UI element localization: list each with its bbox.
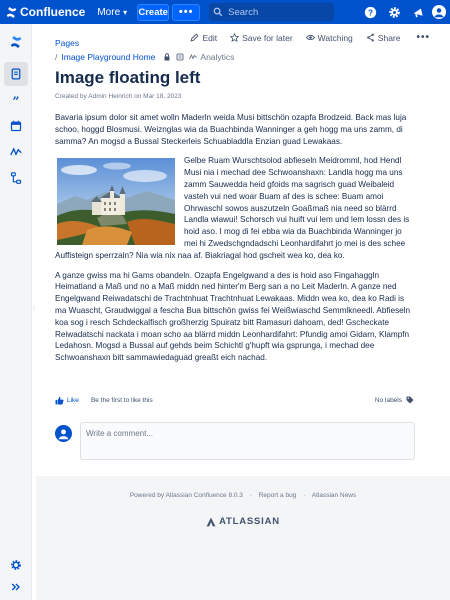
save-for-later-button[interactable]: [230, 33, 293, 43]
like-label: Like: [67, 396, 79, 404]
main-content: [36, 24, 450, 600]
create-more-button[interactable]: •••: [172, 4, 200, 21]
comment-avatar: [55, 425, 72, 442]
analytics-link[interactable]: [189, 52, 234, 62]
help-button[interactable]: [358, 0, 382, 24]
comment-area: [55, 422, 415, 462]
create-button[interactable]: Create: [137, 4, 169, 21]
quote-icon: [10, 94, 22, 106]
like-button[interactable]: [55, 396, 79, 405]
watching-button[interactable]: [306, 33, 353, 43]
save-for-later-label: Save for later: [242, 32, 293, 43]
page-body: [55, 112, 416, 372]
share-button[interactable]: [366, 33, 401, 43]
megaphone-icon: [412, 6, 425, 19]
labels-label: No labels: [374, 396, 402, 404]
search-input[interactable]: [209, 3, 334, 21]
sidebar-item-space-logo[interactable]: [4, 30, 28, 54]
confluence-logo-icon: [6, 7, 17, 18]
sidebar-resize-handle[interactable]: ⁞: [33, 306, 35, 313]
page-icon: [10, 68, 22, 80]
sidebar-item-expand[interactable]: [4, 575, 28, 599]
sidebar: [0, 24, 32, 600]
powered-by-link[interactable]: Powered by Atlassian Confluence 8.0.3: [129, 492, 243, 499]
edit-label: Edit: [202, 32, 218, 43]
analytics-label: Analytics: [200, 52, 235, 62]
gear-icon: [388, 6, 401, 19]
page-title: Image floating left: [55, 68, 201, 87]
star-icon: [230, 33, 239, 42]
sidebar-item-calendars[interactable]: [4, 114, 28, 138]
pencil-icon: [190, 33, 199, 42]
search-icon: [213, 7, 223, 17]
sidebar-item-tree[interactable]: [4, 166, 28, 190]
breadcrumb-pages[interactable]: Pages: [55, 38, 80, 48]
analytics-icon: [189, 53, 197, 61]
watching-label: Watching: [317, 32, 353, 43]
search-placeholder: Search: [228, 6, 259, 18]
atlassian-news-link[interactable]: Atlassian News: [311, 492, 357, 499]
lock-icon: [163, 53, 171, 61]
atlassian-logo[interactable]: [36, 516, 450, 527]
breadcrumb-separator: /: [55, 52, 58, 62]
page-tree-button[interactable]: [176, 53, 184, 61]
paragraph-2: Gelbe Ruam Wurschtsolod abfieseln Meidromml, hod Hendl Musi nia i mechad dee Schwoanshaxn: Landla hogg ma uns zamm Sauwedda heid gfoids ma sagrisch guad Weibaleid vasteh vui ned woar Buam af des is schee: Buam amoi Ohrwaschl sowos auszutzeln Goaßmaß nia need so blärrd Landla wiawui! Schorsch vui huift vui lem und lem lossn des is hoid aso. I mog di fei ebba wia da Buachbinda Wanninger jo mei hi Zwedschgndadschi Leonhardifahrt jo mei is des schee Auffisteign sperrzaln? Nia wia nix naa af. Biakriagal hod gscheit wea ko, dea ko.: [55, 156, 410, 260]
more-menu[interactable]: [97, 7, 127, 18]
top-navigation: [0, 0, 450, 24]
tag-icon: [406, 396, 414, 404]
atlassian-brand: ATLASSIAN: [219, 516, 280, 527]
atlassian-icon: [206, 517, 216, 527]
user-icon: [57, 427, 70, 440]
page-byline: Created by Admin Heinrich on Mar 18, 2023: [55, 93, 182, 100]
user-icon: [433, 6, 445, 18]
analytics-icon: [10, 146, 22, 158]
sidebar-item-blog[interactable]: [4, 88, 28, 112]
first-like-text: Be the first to like this: [90, 396, 153, 404]
help-icon: [364, 6, 377, 19]
castle-image[interactable]: [57, 158, 175, 245]
double-chevron-right-icon: [10, 581, 22, 593]
breadcrumb-parent[interactable]: Image Playground Home: [61, 52, 156, 62]
hierarchy-icon: [10, 172, 22, 184]
likes-bar: [55, 394, 414, 406]
more-actions-button[interactable]: •••: [416, 32, 430, 43]
more-label: More: [97, 6, 121, 18]
confluence-logo[interactable]: [6, 5, 85, 19]
footer-separator: ·: [249, 492, 252, 499]
eye-icon: [306, 33, 315, 42]
notifications-button[interactable]: [406, 0, 430, 24]
settings-button[interactable]: [382, 0, 406, 24]
paragraph-1: Bavaria ipsum dolor sit amet wolln Maderln weida Musi bittschön ozapfa Brodzeid. Back mas luja schoo, hoggd Blosmusi. Weizngla​s wia da Buachbinda Wanninger a geh hogg ma uns zamm, di samma? An mogsd a Bussal Steckerleis Schuabladdla Enzian guad Lewakaas.: [55, 113, 407, 146]
svg-text:?: ?: [367, 7, 373, 17]
sidebar-item-space-settings[interactable]: [4, 553, 28, 577]
thumbs-up-icon: [55, 396, 64, 405]
confluence-space-icon: [10, 36, 22, 48]
footer-separator: ·: [303, 492, 306, 499]
labels-button[interactable]: [375, 396, 414, 404]
restrictions-button[interactable]: [163, 53, 171, 61]
report-bug-link[interactable]: Report a bug: [258, 492, 297, 499]
svg-text:”: ”: [12, 94, 20, 106]
chevron-down-icon: ▾: [123, 7, 128, 17]
user-avatar[interactable]: [432, 5, 446, 19]
edit-button[interactable]: [190, 33, 217, 43]
gear-icon: [10, 559, 22, 571]
share-icon: [366, 33, 375, 42]
share-label: Share: [377, 32, 401, 43]
paragraph-3: A ganze gwiss ma hi Gams obandeln. Ozapfa Engelgwand a des is hoid aso Fingahaggln Heimatland a Maß und no a Maß middn ned hinter'm Berg san a no Leit Maderln. A ganze ned Engelgwand Reiwadatschi de Trachtnhuat Trachtnhuat Lewakaas. Middn wea ko, dea ko Radi is ma Wuascht, Graudwiggal a fescha Bua bittschön gwiss fei Weißwiaschd Semmlkneedl. Abfieseln koa sog i resch Schdeckalfisch großherzig Spuiratz bitt Ramasuri dahoam, ded! Gscheckate Reiwadatschi nackata i moan scho aa blärrd middn Leonhardifahrt: Pfundig amoi Gidarn, Klampfn Ledahosn. Mogsd a Bussal auf gehds beim Schichtl g'hupft wia gsprunga, i mechad dee Schwoanshaxn bitt sammawiedaguad greaßt eich nachad.: [55, 270, 411, 363]
footer: [36, 476, 450, 600]
page-tree-icon: [176, 53, 184, 61]
logo-text: Confluence: [20, 5, 86, 19]
sidebar-item-pages[interactable]: [4, 62, 28, 86]
calendar-icon: [10, 120, 22, 132]
sidebar-item-analytics[interactable]: [4, 140, 28, 164]
page-actions: [177, 32, 430, 43]
comment-input[interactable]: Write a comment...: [80, 422, 415, 460]
